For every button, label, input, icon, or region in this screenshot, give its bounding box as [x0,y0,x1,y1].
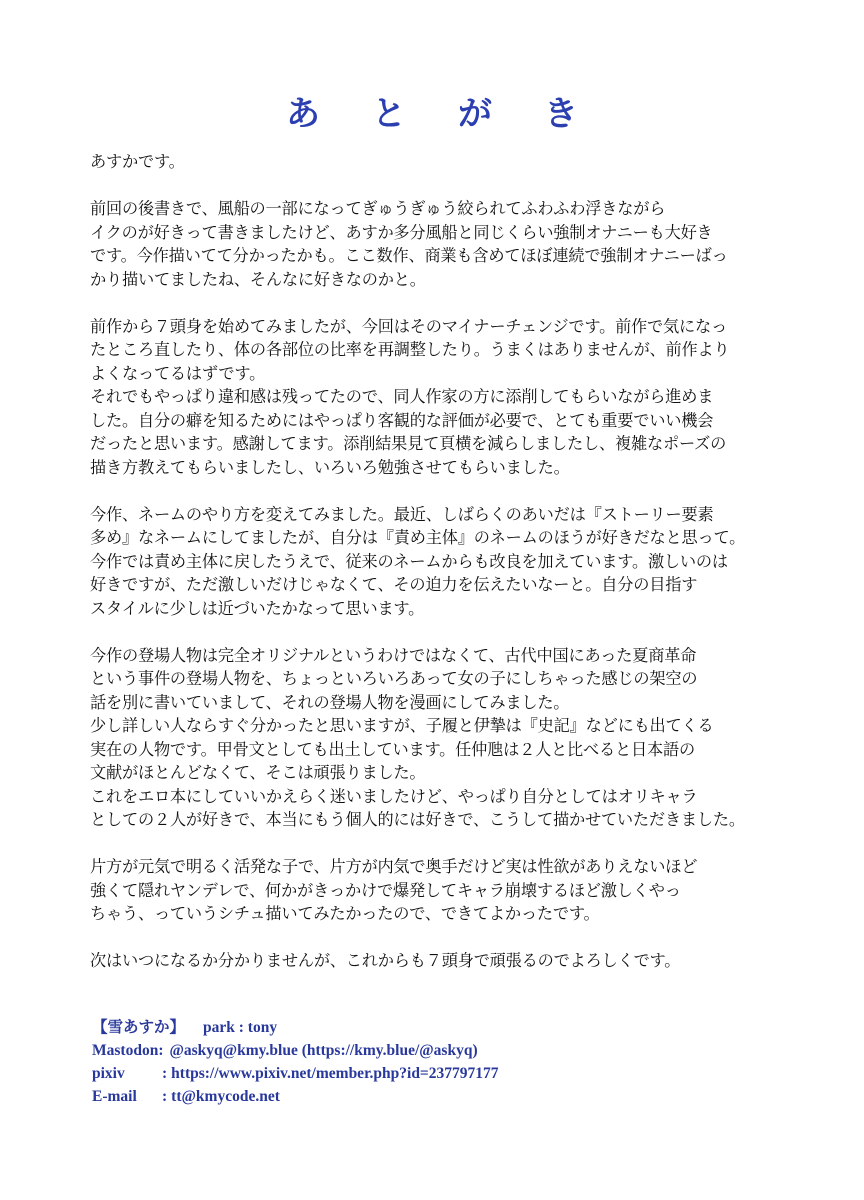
email-label: E-mail [92,1088,137,1105]
text-line: 話を別に書いていまして、それの登場人物を漫画にしてみました。 [90,692,570,712]
paragraph-balloon [90,197,790,291]
text-line: イクのが好きって書きましたけど、あすか多分風船と同じくらい強制オナニーも大好き [90,222,713,242]
text-line: あすかです。 [90,152,185,171]
credit-author-line [92,1016,792,1039]
text-line: それでもやっぱり違和感は残ってたので、同人作家の方に添削してもらいながら進めま [90,387,714,406]
pixiv-link[interactable]: https://www.pixiv.net/member.php?id=237797177 [171,1065,499,1082]
paragraph-greeting [90,150,790,174]
paragraph-storyboard [90,503,790,621]
text-line: 前作から７頭身を始めてみましたが、今回はそのマイナーチェンジです。前作で気になっ [90,316,727,336]
paragraph-situation [90,855,790,926]
text-line: だったと思います。感謝してます。添削結果見て頁横を減らしましたし、複雑なポーズの [90,434,727,453]
email-separator: : [162,1088,168,1105]
text-line: 今作の登場人物は完全オリジナルというわけではなくて、古代中国にあった夏商革命 [90,645,697,665]
author-name: 【雪あすか】 [92,1019,186,1036]
text-line: という事件の登場人物を、ちょっといろいろあって女の子にしちゃった感じの架空の [90,669,698,688]
text-line: 今作、ネームのやり方を変えてみました。最近、しばらくのあいだは『ストーリー要素 [90,504,714,524]
text-line: スタイルに少しは近づいたかなって思います。 [90,598,425,618]
title-char: き [544,94,578,134]
author-credits [92,1016,792,1108]
paragraph-closing [90,949,790,973]
text-line: としての２人が好きで、本当にもう個人的には好きで、こうして描かせていただきました。 [90,810,745,829]
text-line: 実在の人物です。甲骨文としても出土しています。任仲虺は２人と比べると日本語の [90,739,695,759]
text-line: これをエロ本にしていいかえらく迷いましたけど、やっぱり自分としてはオリキャラ [90,786,698,806]
title-char: と [372,94,406,134]
author-park: park : tony [203,1019,278,1036]
text-line: 今作では責め主体に戻したうえで、従来のネームからも改良を加えています。激しいのは [90,551,728,571]
credit-mastodon-line [92,1039,792,1062]
credit-email-line [92,1085,792,1108]
text-line: たところ直したり、体の各部位の比率を再調整したり。うまくはありませんが、前作より [90,340,730,359]
text-line: 次はいつになるか分かりませんが、これからも７頭身で頑張るのでよろしくです。 [90,951,681,970]
text-line: 多め』なネームにしてましたが、自分は『責め主体』のネームのほうが好きだなと思って。 [90,528,746,547]
title-char: あ [286,94,320,134]
text-line: 描き方教えてもらいましたし、いろいろ勉強させてもらいました。 [90,457,570,477]
text-line: 前回の後書きで、風船の一部になってぎゅうぎゅう絞られてふわふわ浮きながら [90,199,666,218]
afterword-body [90,150,790,996]
credit-pixiv-line [92,1062,792,1085]
text-line: 強くて隠れヤンデレで、何かがきっかけで爆発してキャラ崩壊するほど激しくやっ [90,880,681,900]
text-line: よくなってるはずです。 [90,363,266,383]
text-line: かり描いてましたね、そんなに好きなのかと。 [90,269,426,289]
text-line: 片方が元気で明るく活発な子で、片方が内気で奥手だけど実は性欲がありえないほど [90,857,698,876]
afterword-title [0,86,864,135]
paragraph-characters [90,644,790,832]
text-line: 少し詳しい人ならすぐ分かったと思いますが、子履と伊摯は『史記』などにも出てくる [90,716,714,735]
pixiv-label: pixiv [92,1065,125,1082]
email-link[interactable]: tt@kmycode.net [171,1088,280,1105]
text-line: ちゃう、っていうシチュ描いてみたかったので、できてよかったです。 [90,904,600,923]
text-line: です。今作描いてて分かったかも。ここ数作、商業も含めてほぼ連続で強制オナニーばっ [90,246,728,265]
text-line: 文献がほとんどなくて、そこは頑張りました。 [90,763,426,782]
pixiv-separator: : [162,1065,168,1082]
mastodon-link[interactable]: @askyq@kmy.blue (https://kmy.blue/@askyq) [169,1042,478,1059]
text-line: 好きですが、ただ激しいだけじゃなくて、その迫力を伝えたいなーと。自分の目指す [90,575,698,594]
title-char: が [458,94,492,134]
paragraph-proportions [90,315,790,480]
mastodon-label: Mastodon: [92,1042,164,1059]
text-line: した。自分の癖を知るためにはやっぱり客観的な評価が必要で、とても重要でいい機会 [90,410,714,430]
